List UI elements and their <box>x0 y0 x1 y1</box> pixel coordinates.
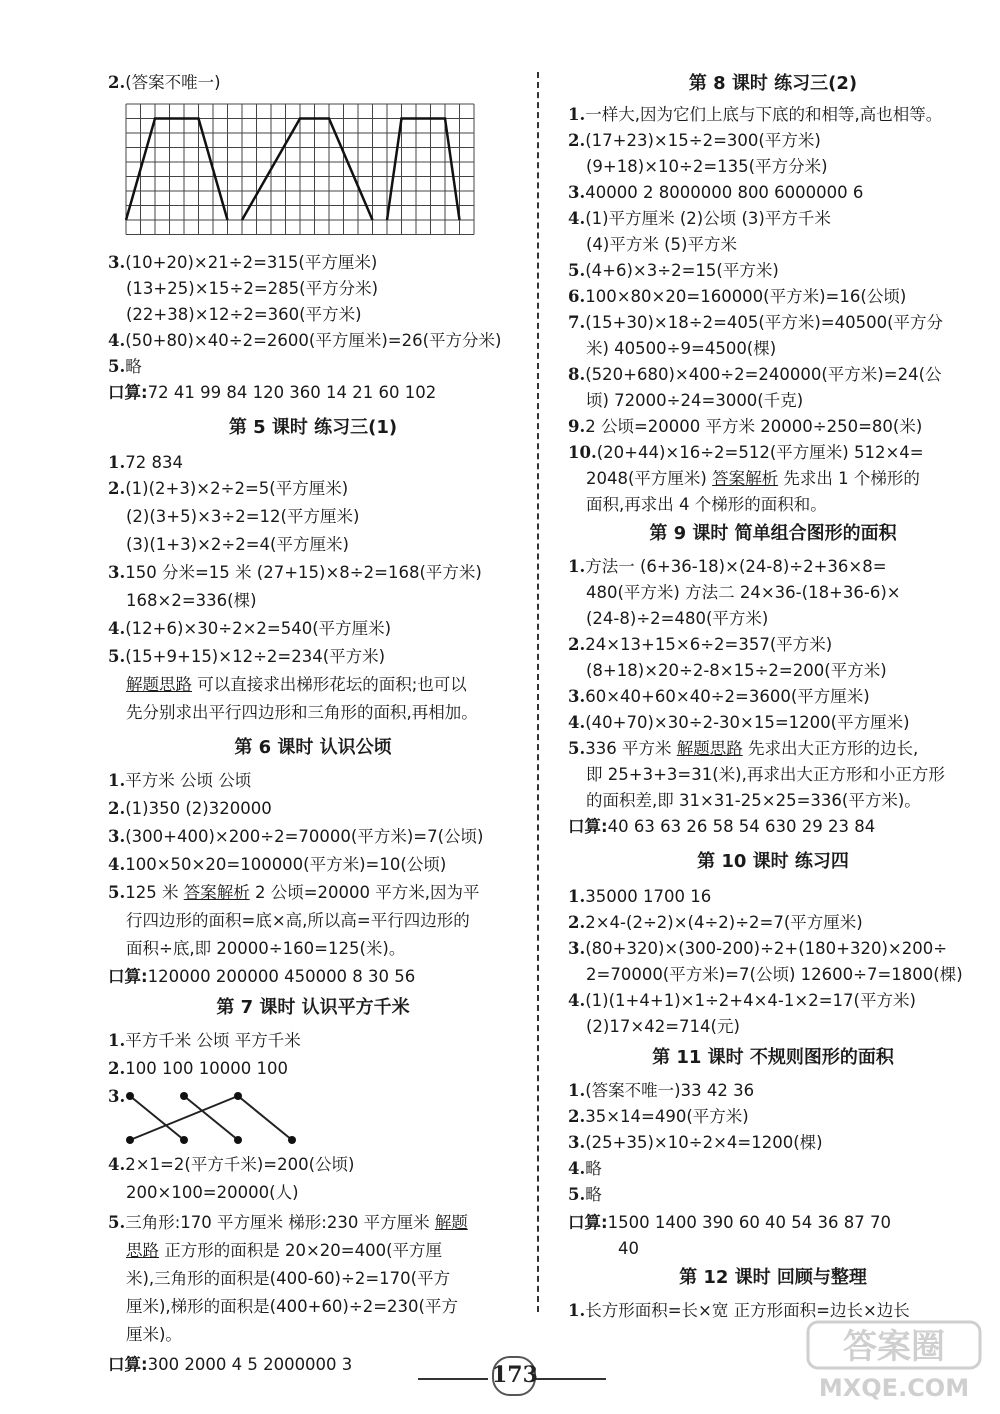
l8-q4-1: 4.(1)平方厘米 (2)公顷 (3)平方千米 <box>568 209 831 228</box>
l10-q1: 1.35000 1700 16 <box>568 887 712 906</box>
l6-q2: 2.(1)350 (2)320000 <box>108 799 272 818</box>
lesson-10-heading: 第 10 课时 练习四 <box>697 851 849 872</box>
l5-tip-2: 先分别求出平行四边形和三角形的面积,再相加。 <box>126 703 478 722</box>
l8-q9: 9.2 公顷=20000 平方米 20000÷250=80(米) <box>568 417 923 436</box>
l8-q2-1: 2.(17+23)×15÷2=300(平方米) <box>568 131 821 150</box>
l7-q5-4: 厘米),梯形的面积是(400+60)÷2=230(平方 <box>126 1297 458 1316</box>
trapezoid-3 <box>387 119 460 221</box>
l8-q8-2: 顷) 72000÷24=3000(千克) <box>586 391 804 410</box>
matching-lines-figure <box>122 1084 298 1148</box>
page-number: 173 <box>492 1362 538 1388</box>
l6-q5-1: 5.125 米 答案解析 2 公顷=20000 平方米,因为平 <box>108 883 480 902</box>
answer-l-q5: 5.略 <box>108 357 142 376</box>
l8-q6: 6.100×80×20=160000(平方米)=16(公顷) <box>568 287 907 306</box>
answer-l-q3-3: (22+38)×12÷2=360(平方米) <box>126 305 362 324</box>
lesson-11-heading: 第 11 课时 不规则图形的面积 <box>652 1047 894 1068</box>
svg-text:答案圈: 答案圈 <box>843 1327 945 1367</box>
l8-q4-2: (4)平方米 (5)平方米 <box>586 235 737 254</box>
kousuan-1: 口算:72 41 99 84 120 360 14 21 60 102 <box>108 383 437 402</box>
column-divider <box>537 72 539 1312</box>
answer-l-q4: 4.(50+80)×40÷2=2600(平方厘米)=26(平方分米) <box>108 331 502 350</box>
l8-q8-1: 8.(520+680)×400÷2=240000(平方米)=24(公 <box>568 365 942 384</box>
l10-q3-2: 2=70000(平方米)=7(公顷) 12600÷7=1800(棵) <box>586 965 963 984</box>
lesson-9-heading: 第 9 课时 简单组合图形的面积 <box>649 523 897 544</box>
kousuan-5: 口算:1500 1400 390 60 40 54 36 87 70 <box>568 1213 892 1232</box>
l5-tip-1: 解题思路 可以直接求出梯形花坛的面积;也可以 <box>126 675 467 694</box>
l9-q4: 4.(40+70)×30÷2-30×15=1200(平方厘米) <box>568 713 910 732</box>
lesson-6-heading: 第 6 课时 认识公顷 <box>234 737 392 758</box>
footer-rule-left <box>418 1378 488 1380</box>
l8-q2-2: (9+18)×10÷2=135(平方分米) <box>586 157 828 176</box>
l8-q10-1: 10.(20+44)×16÷2=512(平方厘米) 512×4= <box>568 443 924 462</box>
answer-l-q3-2: (13+25)×15÷2=285(平方分米) <box>126 279 379 298</box>
l11-q2: 2.35×14=490(平方米) <box>568 1107 749 1126</box>
l11-q1: 1.(答案不唯一)33 42 36 <box>568 1081 755 1100</box>
l8-q3: 3.40000 2 8000000 800 6000000 6 <box>568 183 864 202</box>
l5-q4: 4.(12+6)×30÷2×2=540(平方厘米) <box>108 619 392 638</box>
grid-figure <box>122 100 478 240</box>
l8-q1: 1.一样大,因为它们上底与下底的和相等,高也相等。 <box>568 105 943 124</box>
kousuan-3: 口算:300 2000 4 5 2000000 3 <box>108 1355 353 1374</box>
trapezoid-2 <box>242 119 373 221</box>
l9-q5-3: 的面积差,即 31×31-25×25=336(平方米)。 <box>586 791 921 810</box>
l6-q3: 3.(300+400)×200÷2=70000(平方米)=7(公顷) <box>108 827 484 846</box>
svg-text:MXQE.COM: MXQE.COM <box>818 1374 970 1402</box>
kousuan-5-cont: 40 <box>618 1239 639 1258</box>
l11-q4: 4.略 <box>568 1159 602 1178</box>
footer-rule-right <box>536 1378 606 1380</box>
l6-q5-2: 行四边形的面积=底×高,所以高=平行四边形的 <box>126 911 470 930</box>
l9-q1-3: (24-8)÷2=480(平方米) <box>586 609 769 628</box>
l9-q5-1: 5.336 平方米 解题思路 先求出大正方形的边长, <box>568 739 919 758</box>
l7-q4-1: 4.2×1=2(平方千米)=200(公顷) <box>108 1155 355 1174</box>
l7-q2: 2.100 100 10000 100 <box>108 1059 288 1078</box>
l5-q5: 5.(15+9+15)×12÷2=234(平方米) <box>108 647 386 666</box>
l7-q5-1: 5.三角形:170 平方厘米 梯形:230 平方厘米 解题 <box>108 1213 468 1232</box>
lesson-5-heading: 第 5 课时 练习三(1) <box>228 417 398 438</box>
l5-q2-3: (3)(1+3)×2÷2=4(平方厘米) <box>126 535 349 554</box>
l5-q3-2: 168×2=336(棵) <box>126 591 257 610</box>
kousuan-4: 口算:40 63 63 26 58 54 630 29 23 84 <box>568 817 876 836</box>
lesson-8-heading: 第 8 课时 练习三(2) <box>688 73 858 94</box>
l11-q5: 5.略 <box>568 1185 602 1204</box>
answer-l-q2: 2.(答案不唯一) <box>108 73 221 92</box>
l9-q5-2: 即 25+3+3=31(米),再求出大正方形和小正方形 <box>586 765 945 784</box>
trapezoid-1 <box>126 119 228 221</box>
l9-q3: 3.60×40+60×40÷2=3600(平方厘米) <box>568 687 870 706</box>
l10-q4-2: (2)17×42=714(元) <box>586 1017 740 1036</box>
watermark-logo <box>804 1318 984 1404</box>
l10-q2: 2.2×4-(2÷2)×(4÷2)÷2=7(平方厘米) <box>568 913 863 932</box>
kousuan-2: 口算:120000 200000 450000 8 30 56 <box>108 967 416 986</box>
l11-q3: 3.(25+35)×10÷2×4=1200(棵) <box>568 1133 823 1152</box>
l6-q1: 1.平方米 公顷 公顷 <box>108 771 252 790</box>
l8-q7-1: 7.(15+30)×18÷2=405(平方米)=40500(平方分 <box>568 313 944 332</box>
l7-q3: 3. <box>108 1087 126 1106</box>
l12-q1: 1.长方形面积=长×宽 正方形面积=边长×边长 <box>568 1301 910 1320</box>
l5-q3-1: 3.150 分米=15 米 (27+15)×8÷2=168(平方米) <box>108 563 482 582</box>
answer-l-q3-1: 3.(10+20)×21÷2=315(平方厘米) <box>108 253 378 272</box>
l8-q7-2: 米) 40500÷9=4500(棵) <box>586 339 777 358</box>
l5-q2-2: (2)(3+5)×3÷2=12(平方厘米) <box>126 507 360 526</box>
l5-q2-1: 2.(1)(2+3)×2÷2=5(平方厘米) <box>108 479 349 498</box>
l5-q1: 1.72 834 <box>108 453 183 472</box>
l9-q1-2: 480(平方米) 方法二 24×36-(18+36-6)× <box>586 583 901 602</box>
l6-q4: 4.100×50×20=100000(平方米)=10(公顷) <box>108 855 447 874</box>
l7-q5-3: 米),三角形的面积是(400-60)÷2=170(平方 <box>126 1269 451 1288</box>
l8-q10-2: 2048(平方厘米) 答案解析 先求出 1 个梯形的 <box>586 469 920 488</box>
l9-q2-2: (8+18)×20÷2-8×15÷2=200(平方米) <box>586 661 887 680</box>
l7-q5-2: 思路 正方形的面积是 20×20=400(平方厘 <box>126 1241 443 1260</box>
lesson-7-heading: 第 7 课时 认识平方千米 <box>216 997 410 1018</box>
l10-q3-1: 3.(80+320)×(300-200)÷2+(180+320)×200÷ <box>568 939 948 958</box>
l7-q1: 1.平方千米 公顷 平方千米 <box>108 1031 301 1050</box>
l8-q5: 5.(4+6)×3÷2=15(平方米) <box>568 261 779 280</box>
l7-q4-2: 200×100=20000(人) <box>126 1183 299 1202</box>
l7-q5-5: 厘米)。 <box>126 1325 182 1344</box>
l6-q5-3: 面积÷底,即 20000÷160=125(米)。 <box>126 939 406 958</box>
l9-q1-1: 1.方法一 (6+36-18)×(24-8)÷2+36×8= <box>568 557 887 576</box>
lesson-12-heading: 第 12 课时 回顾与整理 <box>679 1267 867 1288</box>
l9-q2-1: 2.24×13+15×6÷2=357(平方米) <box>568 635 833 654</box>
l10-q4-1: 4.(1)(1+4+1)×1÷2+4×4-1×2=17(平方米) <box>568 991 916 1010</box>
l8-q10-3: 面积,再求出 4 个梯形的面积和。 <box>586 495 827 514</box>
